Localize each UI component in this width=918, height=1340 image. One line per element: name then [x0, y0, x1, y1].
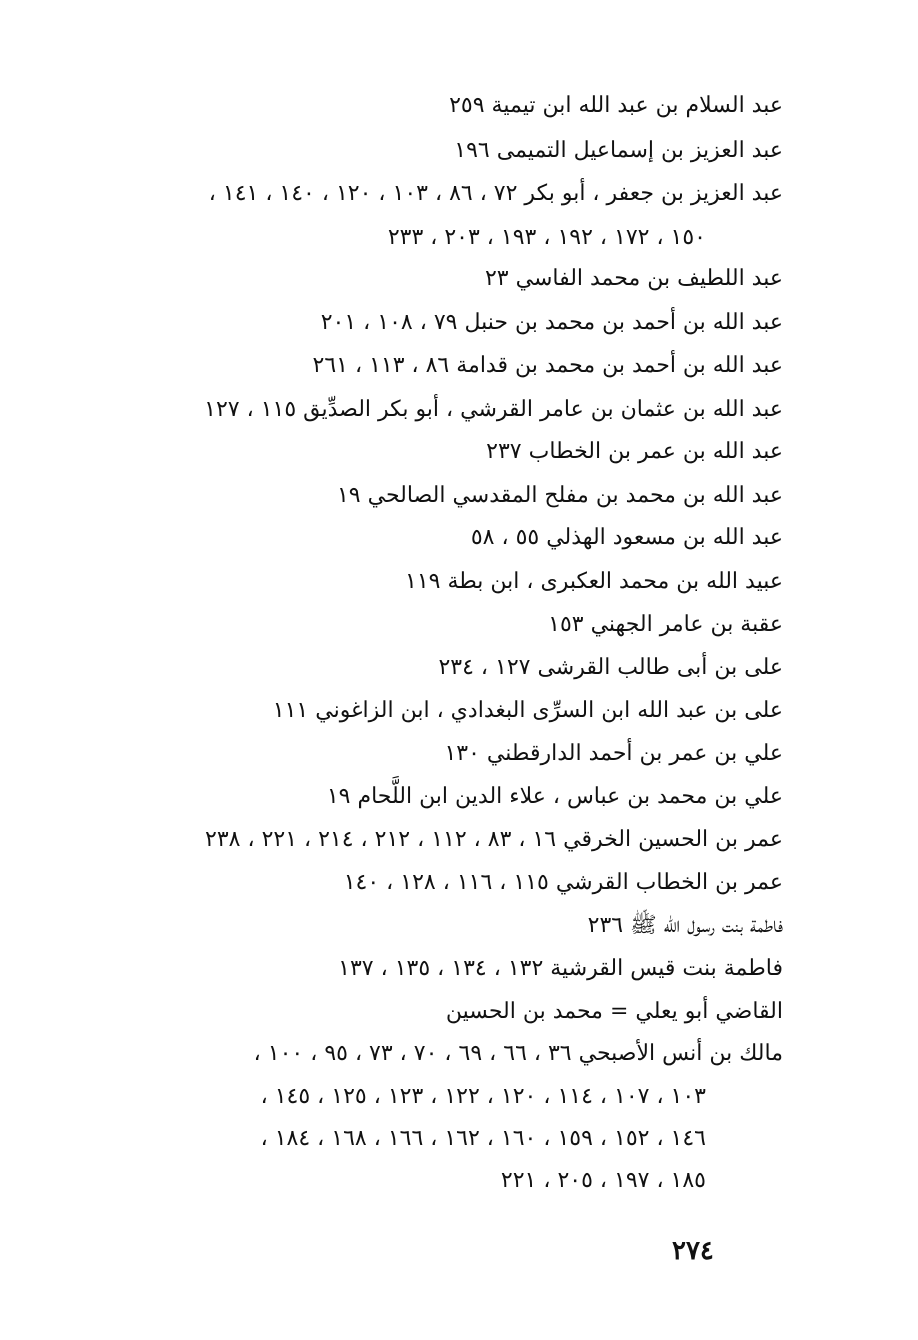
- index-entry: عبيد الله بن محمد العكبرى ، ابن بطة ١١٩: [405, 569, 783, 594]
- index-entry: فاطمة بنت قيس القرشية ١٣٢ ، ١٣٤ ، ١٣٥ ، ١٣٧: [338, 956, 783, 981]
- index-entry: عبد العزيز بن إسماعيل التميمى ١٩٦: [454, 138, 783, 163]
- index-entry: عبد الله بن أحمد بن محمد بن حنبل ٧٩ ، ١٠٨ ، ٢٠١: [320, 310, 783, 335]
- index-entry: عبد العزيز بن جعفر ، أبو بكر ٧٢ ، ٨٦ ، ١٠٣ ، ١٢٠ ، ١٤٠ ، ١٤١ ،: [208, 181, 783, 206]
- index-entry: عبد اللطيف بن محمد الفاسي ٢٣: [484, 266, 783, 291]
- page-number: ٢٧٤: [672, 1236, 714, 1266]
- index-entry: عمر بن الحسين الخرقي ١٦ ، ٨٣ ، ١١٢ ، ٢١٢ ، ٢١٤ ، ٢٢١ ، ٢٣٨: [205, 827, 783, 852]
- index-entry-continuation: ١٥٠ ، ١٧٢ ، ١٩٢ ، ١٩٣ ، ٢٠٣ ، ٢٣٣: [387, 225, 706, 250]
- index-entry: عبد الله بن عمر بن الخطاب ٢٣٧: [486, 439, 783, 464]
- index-entry: عبد الله بن عثمان بن عامر القرشي ، أبو بكر الصدِّيق ١١٥ ، ١٢٧: [204, 397, 783, 422]
- index-entry: فاطمة بنت رسول الله ﷺ ٢٣٦: [587, 913, 783, 938]
- index-entry: على بن عبد الله ابن السرِّى البغدادي ، ابن الزاغوني ١١١: [272, 698, 783, 723]
- index-entry: عبد الله بن محمد بن مفلح المقدسي الصالحي ١٩: [336, 483, 783, 508]
- index-entry: القاضي أبو يعلي = محمد بن الحسين: [445, 999, 783, 1024]
- index-entry: عبد السلام بن عبد الله ابن تيمية ٢٥٩: [449, 93, 783, 118]
- index-entry: على بن أبى طالب القرشى ١٢٧ ، ٢٣٤: [438, 655, 783, 680]
- index-entry: عمر بن الخطاب القرشي ١١٥ ، ١١٦ ، ١٢٨ ، ١٤٠: [343, 870, 783, 895]
- index-entry: علي بن محمد بن عباس ، علاء الدين ابن اللَّحام ١٩: [326, 784, 783, 809]
- index-entry-continuation: ١٠٣ ، ١٠٧ ، ١١٤ ، ١٢٠ ، ١٢٢ ، ١٢٣ ، ١٢٥ ، ١٤٥ ،: [260, 1084, 706, 1109]
- index-entry: عبد الله بن أحمد بن محمد بن قدامة ٨٦ ، ١١٣ ، ٢٦١: [312, 353, 783, 378]
- index-entry-continuation: ١٤٦ ، ١٥٢ ، ١٥٩ ، ١٦٠ ، ١٦٢ ، ١٦٦ ، ١٦٨ ، ١٨٤ ،: [260, 1126, 706, 1151]
- index-entry: مالك بن أنس الأصبحي ٣٦ ، ٦٦ ، ٦٩ ، ٧٠ ، ٧٣ ، ٩٥ ، ١٠٠ ،: [253, 1041, 783, 1066]
- index-entry: علي بن عمر بن أحمد الدارقطني ١٣٠: [444, 741, 783, 766]
- index-entry: عبد الله بن مسعود الهذلي ٥٥ ، ٥٨: [470, 525, 783, 550]
- index-entry-continuation: ١٨٥ ، ١٩٧ ، ٢٠٥ ، ٢٢١: [500, 1168, 706, 1193]
- index-entry: عقبة بن عامر الجهني ١٥٣: [548, 612, 783, 637]
